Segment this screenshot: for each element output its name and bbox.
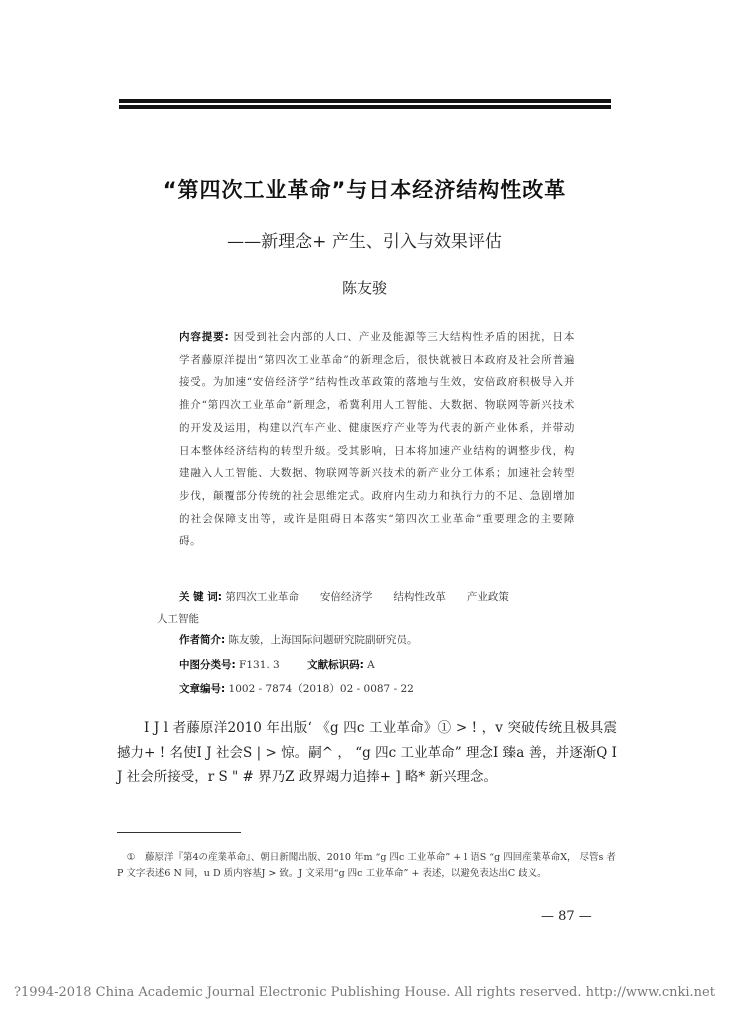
author-bio-label: 作者简介:: [179, 634, 226, 646]
author-bio: [157, 632, 609, 647]
abstract-label: 内容提要:: [179, 331, 230, 343]
article-number: [157, 681, 609, 696]
copyright-notice: ?1994-2018 China Academic Journal Electronic Publishing House. All rights reserved. http://www.cnki.net: [14, 985, 715, 1000]
doc-code-value: A: [367, 659, 375, 671]
abstract: [157, 326, 575, 553]
keywords: [157, 586, 587, 630]
article-number-label: 文章编号:: [179, 683, 226, 695]
doc-code-label: 文献标识码:: [307, 659, 364, 671]
body-paragraph: I J l 者藤原洋2010 年出版‘ 《g 四c 工业革命》① > ! ，v 突破传统且极具震撼力+ ! 名使I J 社会S | > 惊。嗣^ ， “g 四c 工业革命” 理念I 臻a 善，并逐渐Q I J 社会所接受，r S " # 界乃Z 政界竭力追捧+ ] 略* 新兴理念。: [117, 720, 617, 785]
keywords-line1: 第四次工业革命 安倍经济学 结构性改革 产业政策: [225, 591, 509, 603]
article-number-value: 1002 - 7874（2018）02 - 0087 - 22: [228, 683, 414, 695]
article-title: “第四次工业革命”与日本经济结构性改革: [162, 178, 567, 202]
header-rule-top: [119, 99, 611, 103]
header-rule-bottom: [119, 105, 611, 109]
footnote-text: 藤原洋『第4の産業革命』、朝日新聞出版、2010 年m “g 四c 工业革命” + l 语S “g 四回産業革命X， 尽管s 者P 文字表述6 N 同，u D 质内容基J > 致。J 文采用“g 四c 工业革命” + 表述，以避免表达出C 歧义。: [117, 852, 616, 879]
classification: [157, 657, 609, 672]
keywords-line2: 人工智能: [157, 613, 199, 625]
keywords-label: 关 键 词:: [179, 591, 223, 603]
footnote-rule: [117, 832, 241, 833]
footnote: [117, 850, 617, 882]
page-number: — 87 —: [541, 909, 592, 924]
clc-label: 中图分类号:: [179, 659, 236, 671]
footnote-mark: ①: [126, 852, 136, 863]
abstract-text: 因受到社会内部的人口、产业及能源等三大结构性矛盾的困扰，日本学者藤原洋提出“第四次工业革命”的新理念后，很快就被日本政府及社会所普遍接受。为加速“安倍经济学”结构性改革政策的落地与生效，安倍政府积极导入并推介“第四次工业革命”新理念，希冀利用人工智能、大数据、物联网等新兴技术的开发及运用，构建以汽车产业、健康医疗产业等为代表的新产业体系，并带动日本整体经济结构的转型升级。受其影响，日本将加速产业结构的调整步伐，构建融入人工智能、大数据、物联网等新兴技术的新产业分工体系；加速社会转型步伐，颠覆部分传统的社会思维定式。政府内生动力和执行力的不足、急剧增加的社会保障支出等，或许是阻碍日本落实“第四次工业革命”重要理念的主要障碍。: [179, 331, 575, 548]
clc-value: F131. 3: [239, 659, 280, 671]
author-bio-text: 陈友骏，上海国际问题研究院副研究员。: [228, 634, 418, 646]
article-author: 陈友骏: [341, 279, 387, 297]
article-subtitle: ——新理念+ 产生、引入与效果评估: [227, 232, 502, 252]
